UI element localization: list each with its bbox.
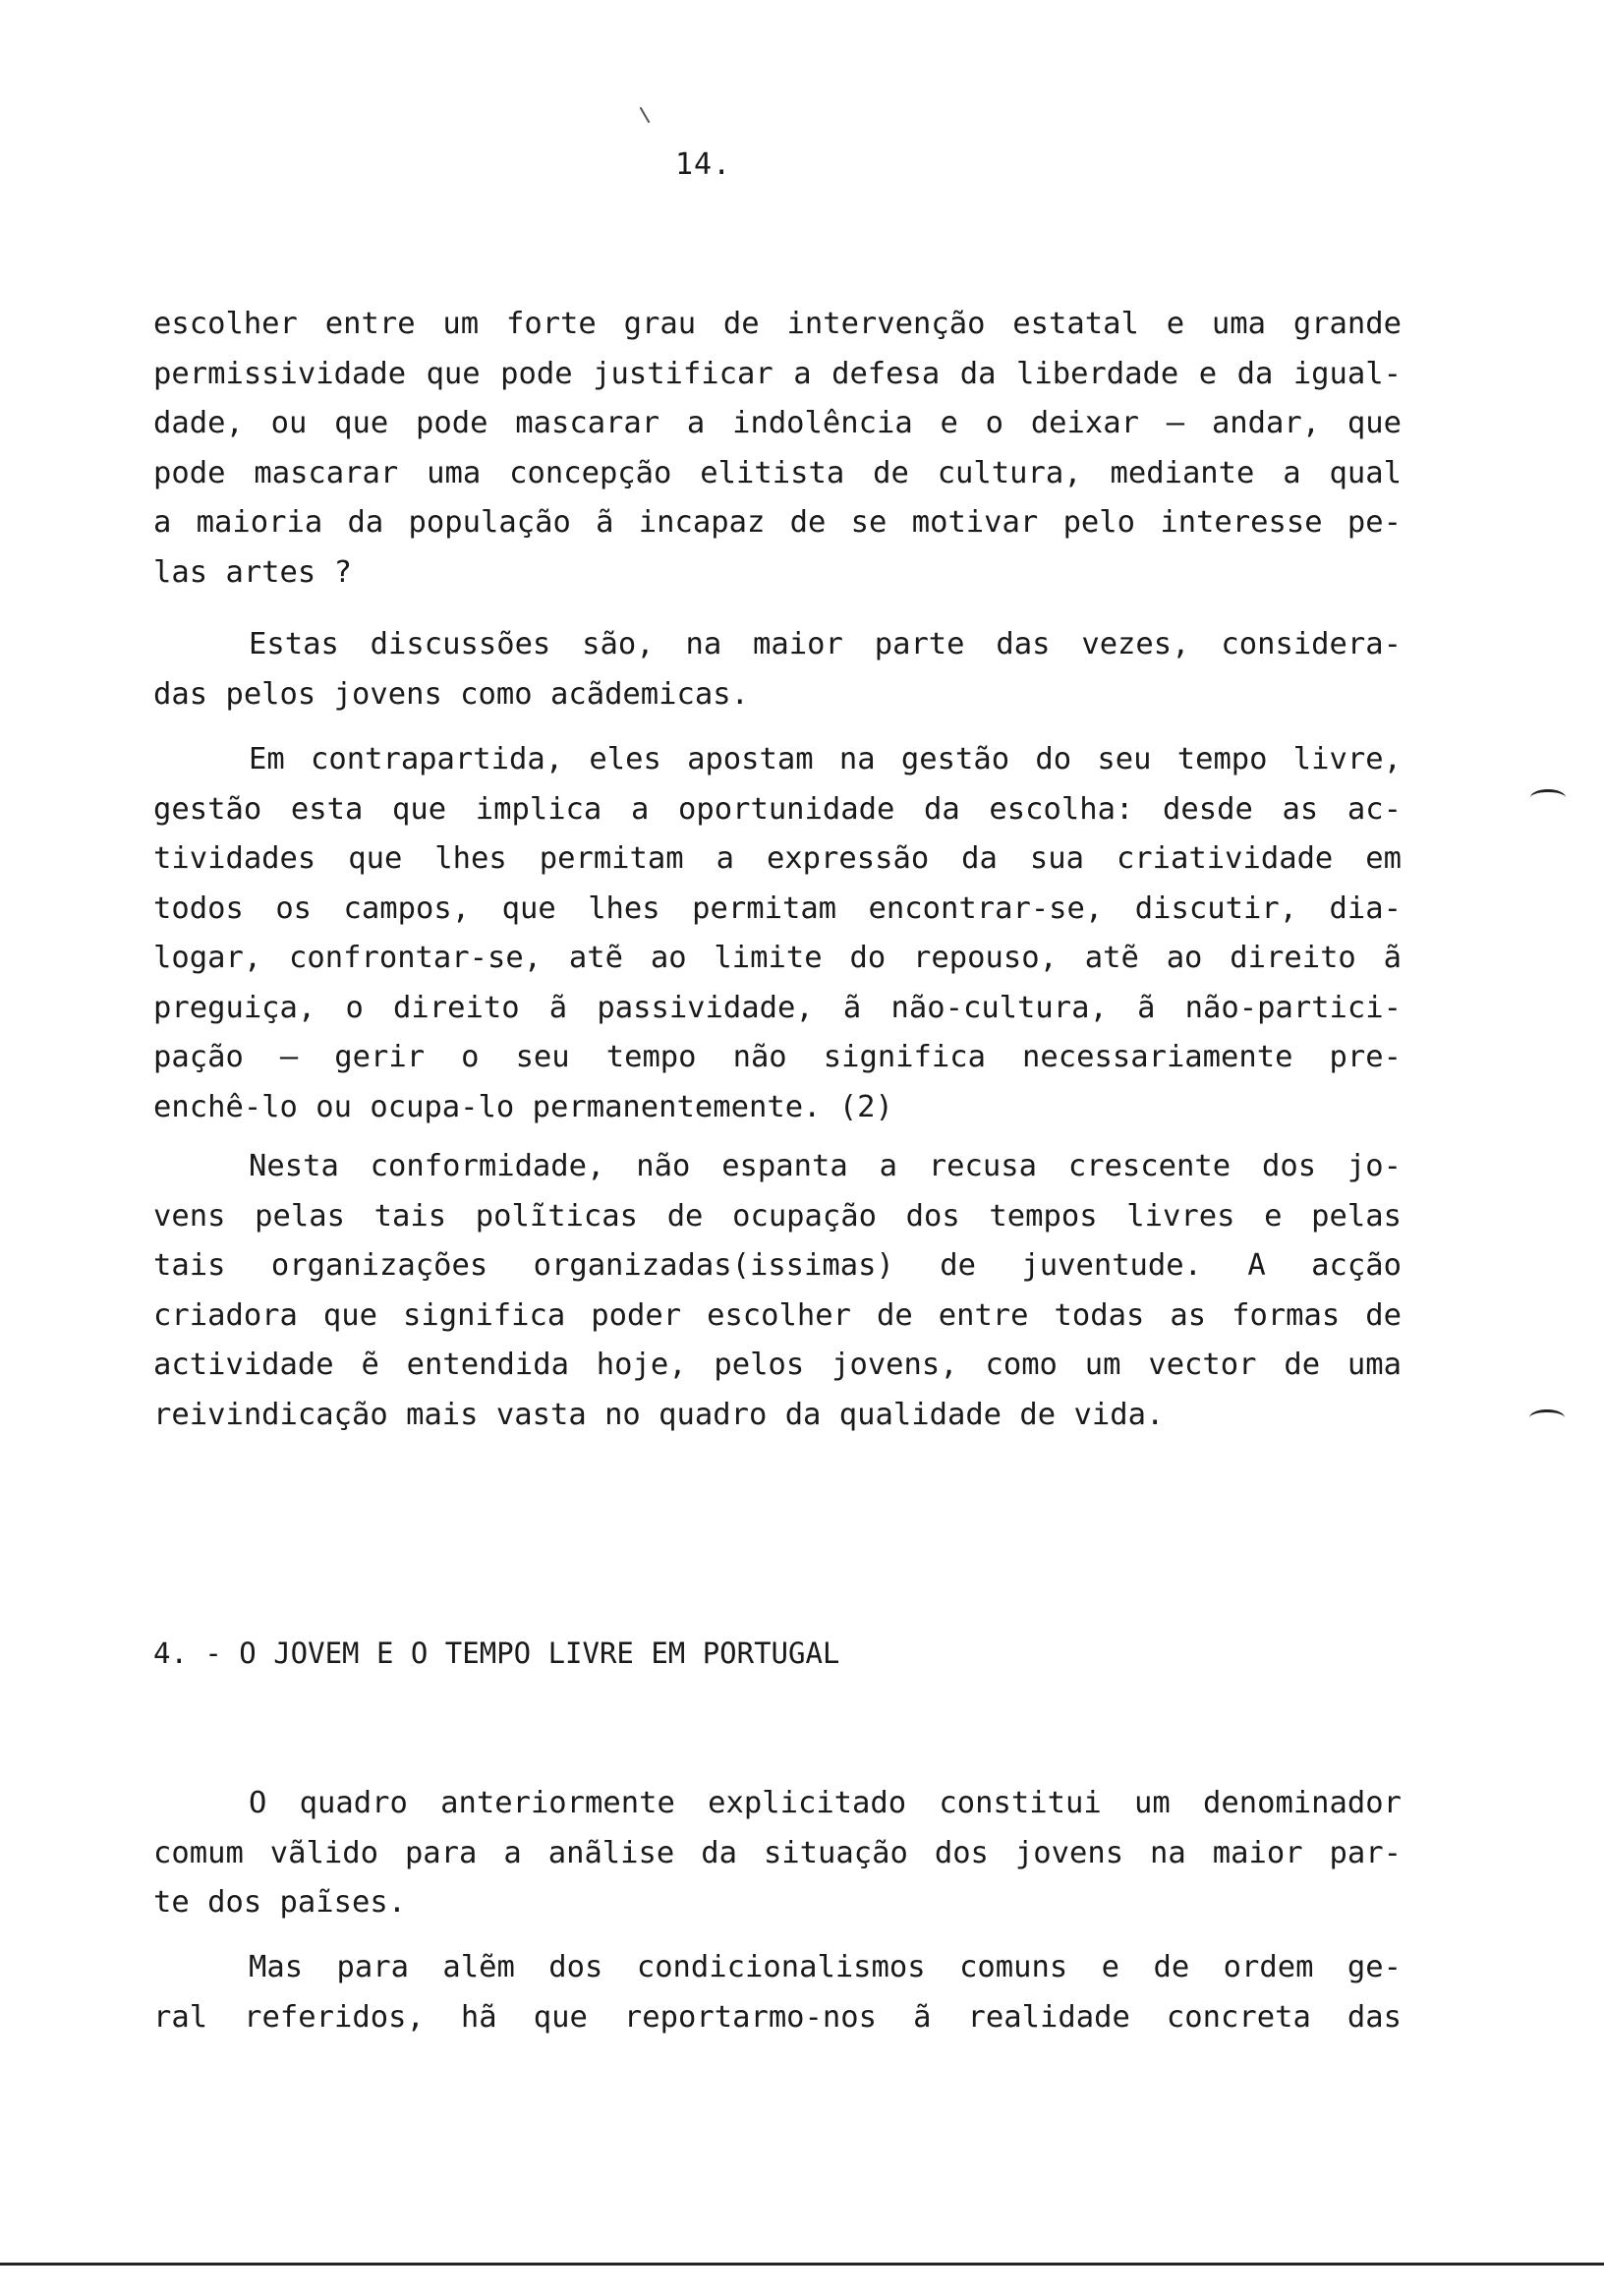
text-line: reivindicação mais vasta no quadro da qualidade de vida. (153, 1397, 1165, 1432)
margin-mark (1530, 789, 1566, 806)
paragraph-4 (153, 1142, 1402, 1440)
paragraph-2 (153, 620, 1402, 719)
paragraph-3 (153, 735, 1402, 1132)
text-line: O quadro anteriormente explicitado constitui um denominador (249, 1786, 1402, 1820)
text-line: Em contrapartida, eles apostam na gestão do seu tempo livre, (249, 742, 1402, 776)
text-line: das pelos jovens como acãdemicas. (153, 676, 749, 712)
text-line: dade, ou que pode mascarar a indolência e o deixar — andar, que (153, 406, 1402, 440)
text-line: Nesta conformidade, não espanta a recusa crescente dos jo- (249, 1149, 1402, 1183)
paragraph-6 (153, 1943, 1402, 2042)
text-line: gestão esta que implica a oportunidade da escolha: desde as ac- (153, 791, 1402, 827)
text-line: preguiça, o direito ã passividade, ã não-cultura, ã não-partici- (153, 990, 1402, 1025)
text-line: tividades que lhes permitam a expressão da sua criatividade em (153, 841, 1402, 876)
text-line: Mas para alẽm dos condicionalismos comuns e de ordem ge- (249, 1950, 1402, 1984)
stray-pen-mark (640, 107, 651, 124)
text-line: las artes ? (153, 554, 352, 590)
margin-mark (1529, 1409, 1565, 1426)
text-line: actividade ẽ entendida hoje, pelos jovens, como um vector de uma (153, 1348, 1402, 1382)
page-number: 14. (675, 147, 732, 182)
text-line: Estas discussões são, na maior parte das vezes, considera- (249, 627, 1402, 661)
text-line: vens pelas tais polĩticas de ocupação dos tempos livres e pelas (153, 1198, 1402, 1234)
text-line: todos os campos, que lhes permitam encontrar-se, discutir, dia- (153, 890, 1402, 926)
text-line: escolher entre um forte grau de intervenção estatal e uma grande (153, 307, 1402, 341)
text-line: pação — gerir o seu tempo não significa necessariamente pre- (153, 1040, 1402, 1074)
bottom-rule (0, 2263, 1604, 2266)
paragraph-1 (153, 300, 1402, 598)
text-line: ral referidos, hã que reportarmo-nos ã realidade concreta das (153, 1999, 1402, 2035)
text-line: te dos paĩses. (153, 1885, 407, 1920)
text-line: comum vãlido para a anãlise da situação dos jovens na maior par- (153, 1835, 1402, 1870)
text-line: tais organizações organizadas(issimas) de juventude. A acção (153, 1248, 1402, 1283)
section-heading: 4. - O JOVEM E O TEMPO LIVRE EM PORTUGAL (153, 1636, 840, 1670)
text-line: permissividade que pode justificar a defesa da liberdade e da igual- (153, 356, 1402, 391)
text-line: pode mascarar uma concepção elitista de cultura, mediante a qual (153, 455, 1402, 490)
paragraph-5 (153, 1779, 1402, 1928)
text-line: logar, confrontar-se, atẽ ao limite do repouso, atẽ ao direito ã (153, 941, 1402, 975)
text-line: a maioria da população ã incapaz de se motivar pelo interesse pe- (153, 505, 1402, 540)
text-line: criadora que significa poder escolher de entre todas as formas de (153, 1297, 1402, 1333)
text-line: enchê-lo ou ocupa-lo permanentemente. (2) (153, 1089, 893, 1124)
